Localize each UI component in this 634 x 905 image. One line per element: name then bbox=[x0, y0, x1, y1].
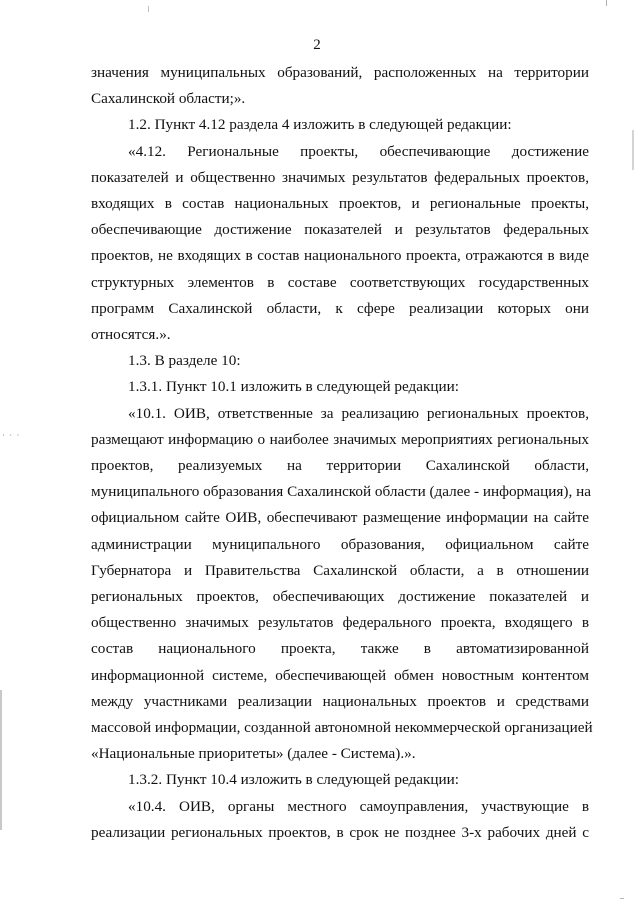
text-line: массовой информации, созданной автономной некоммерческой организацией bbox=[91, 719, 593, 737]
scan-artifact bbox=[148, 6, 149, 12]
text-line: относятся.». bbox=[91, 326, 171, 344]
text-line: 1.3.1. Пункт 10.1 изложить в следующей редакции: bbox=[128, 378, 459, 396]
scan-artifact bbox=[0, 690, 2, 830]
text-line: региональных проектов, обеспечивающих достижение показателей и bbox=[91, 588, 589, 606]
text-line: информационной системе, обеспечивающей обмен новостным контентом bbox=[91, 666, 589, 684]
text-line: проектов, не входящих в состав национального проекта, отражаются в виде bbox=[91, 247, 589, 265]
document-body bbox=[91, 60, 593, 846]
text-line: 1.3.2. Пункт 10.4 изложить в следующей редакции: bbox=[128, 771, 459, 789]
text-line: входящих в состав национальных проектов, и региональные проекты, bbox=[91, 195, 589, 213]
document-text bbox=[91, 60, 593, 846]
text-line: «10.1. ОИВ, ответственные за реализацию региональных проектов, bbox=[128, 404, 589, 422]
text-line: «4.12. Региональные проекты, обеспечивающие достижение bbox=[128, 142, 589, 160]
text-line: администрации муниципального образования, официальном сайте bbox=[91, 535, 589, 553]
text-line: между участниками реализации национальных проектов и средствами bbox=[91, 692, 589, 710]
text-line: реализации региональных проектов, в срок не позднее 3-х рабочих дней с bbox=[91, 823, 589, 841]
text-line: муниципального образования Сахалинской области (далее - информация), на bbox=[91, 483, 591, 501]
text-line: программ Сахалинской области, к сфере реализации которых они bbox=[91, 299, 589, 317]
text-line: официальном сайте ОИВ, обеспечивают размещение информации на сайте bbox=[91, 509, 589, 527]
text-line: структурных элементов в составе соответствующих государственных bbox=[91, 273, 589, 291]
scan-artifact bbox=[620, 898, 624, 899]
text-line: Губернатора и Правительства Сахалинской области, а в отношении bbox=[91, 561, 589, 579]
scan-artifact bbox=[606, 0, 607, 6]
text-line: показателей и общественно значимых результатов федеральных проектов, bbox=[91, 168, 589, 186]
scan-dots: · · · bbox=[2, 430, 21, 440]
text-line: значения муниципальных образований, расположенных на территории bbox=[91, 64, 589, 81]
text-line: общественно значимых результатов федерального проекта, входящего в bbox=[91, 614, 589, 632]
text-line: 1.3. В разделе 10: bbox=[128, 352, 241, 370]
page-number: 2 bbox=[313, 37, 321, 53]
text-line: состав национального проекта, также в автоматизированной bbox=[91, 640, 589, 658]
text-line: Сахалинской области;». bbox=[91, 90, 246, 108]
text-line: «Национальные приоритеты» (далее - Система).». bbox=[91, 745, 416, 763]
text-line: «10.4. ОИВ, органы местного самоуправления, участвующие в bbox=[128, 797, 589, 815]
text-line: 1.2. Пункт 4.12 раздела 4 изложить в следующей редакции: bbox=[128, 116, 512, 134]
text-line: размещают информацию о наиболее значимых мероприятиях региональных bbox=[91, 430, 589, 448]
text-line: обеспечивающие достижение показателей и результатов федеральных bbox=[91, 221, 589, 239]
text-line: проектов, реализуемых на территории Сахалинской области, bbox=[91, 457, 589, 475]
